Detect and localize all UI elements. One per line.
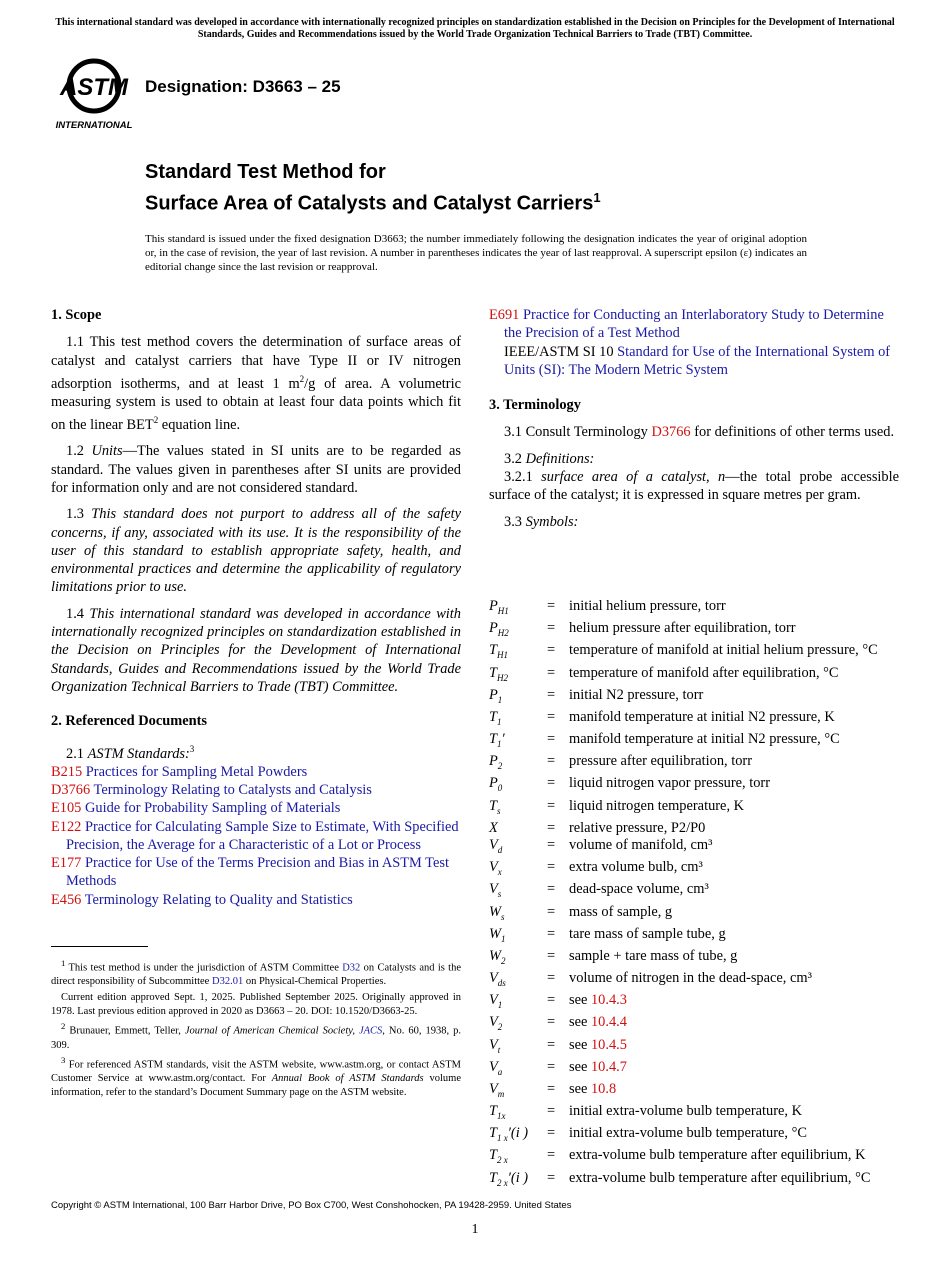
reference-code-link[interactable]: E177: [51, 855, 82, 872]
link-d32-01[interactable]: D32.01: [211, 976, 244, 988]
reference-title-link[interactable]: Practice for Calculating Sample Size to Estimate, With Specified Precision, the Average for a Characteristic of a Lot or Process: [66, 818, 459, 853]
equals-sign: =: [547, 992, 556, 1009]
reference-list: [51, 763, 461, 909]
equals-sign: =: [547, 947, 556, 964]
equals-sign: =: [547, 708, 556, 725]
equals-sign: =: [547, 881, 556, 898]
reference-code-link[interactable]: B215: [51, 763, 83, 780]
symbol: $V_d$: [489, 837, 503, 855]
symbol-row: [489, 598, 901, 620]
symbol-definition: volume of manifold, cm³: [569, 837, 713, 854]
equals-sign: =: [547, 903, 556, 920]
symbols-list: [489, 598, 901, 1192]
section-link[interactable]: 10.4.7: [590, 1058, 627, 1075]
equals-sign: =: [547, 686, 556, 703]
symbol-definition: extra-volume bulb temperature after equilibrium, K: [569, 1147, 866, 1164]
astm-logo: [54, 58, 134, 130]
section-link[interactable]: 10.8: [590, 1080, 617, 1097]
reference-title-link[interactable]: Terminology Relating to Catalysts and Catalysis: [93, 781, 372, 798]
symbol-row: [489, 642, 901, 664]
symbol-definition: initial N2 pressure, torr: [569, 686, 704, 703]
symbol: $W_s$: [489, 903, 505, 922]
equals-sign: =: [547, 1147, 556, 1164]
symbol: $V_t$: [489, 1036, 501, 1055]
reference-title-link[interactable]: Terminology Relating to Quality and Statistics: [84, 891, 353, 908]
symbol-row: [489, 798, 901, 820]
page-number: 1: [471, 1222, 479, 1237]
title-text: Surface Area of Catalysts and Catalyst Carriers: [145, 192, 594, 215]
equals-sign: =: [547, 819, 556, 836]
equals-sign: =: [547, 1014, 556, 1031]
symbol: $P_1$: [489, 686, 503, 705]
symbol-definition: initial extra-volume bulb temperature, °C: [569, 1125, 807, 1142]
reference-code-link[interactable]: E691: [489, 307, 520, 323]
equals-sign: =: [547, 1103, 556, 1120]
symbol: $W_1$: [489, 925, 506, 944]
para-3-2-1: 3.2.1 surface area of a catalyst, n—the total probe accessible surface of the catalyst; it is expressed in square metres per gram.: [489, 469, 899, 504]
symbol: $P_0$: [489, 775, 503, 794]
symbol: X: [489, 819, 498, 836]
symbol-definition: temperature of manifold at initial helium pressure, °C: [569, 642, 878, 659]
symbol: $P_{H1}$: [489, 598, 509, 616]
symbol-row: [489, 731, 901, 753]
section-link[interactable]: 10.4.4: [590, 1014, 627, 1031]
para-3-1: 3.1 Consult Terminology D3766 for definitions of other terms used.: [504, 424, 895, 441]
symbol-definition: liquid nitrogen temperature, K: [569, 797, 745, 814]
reference-list-continued: [489, 306, 899, 343]
reference-title-link[interactable]: Guide for Probability Sampling of Materials: [85, 800, 341, 817]
symbol-row: [489, 820, 901, 837]
reference-item: [51, 799, 461, 817]
link-jacs[interactable]: JACS: [358, 1025, 383, 1037]
reference-code-link[interactable]: E105: [51, 800, 82, 817]
title-line-2: [145, 185, 601, 217]
symbol-row: [489, 1125, 901, 1147]
reference-item: [51, 854, 461, 891]
symbol: $P_{H2}$: [489, 620, 509, 639]
reference-item: [51, 891, 461, 909]
issued-note: This standard is issued under the fixed designation D3663; the number immediately following the designation indicates the year of original adoption or, in the case of revision, the year of last revision. A number in parentheses indicates the year of last reapproval. A superscript epsilon (ε) indicates an editorial change since the last revision or reapproval.: [145, 233, 807, 273]
footnote-rule: [51, 946, 148, 947]
symbol: $T_{1 x}'(i$ ): [489, 1125, 529, 1144]
symbol-definition: see 10.4.7: [569, 1058, 627, 1075]
section-link[interactable]: 10.4.5: [590, 1036, 627, 1053]
title-footnote-mark: 1: [593, 190, 601, 205]
reference-item: [51, 781, 461, 799]
para-2-1: 2.1 ASTM Standards:$^3$: [66, 743, 195, 762]
logo-subtext: INTERNATIONAL: [55, 120, 133, 130]
para-1-3: 1.3 This standard does not purport to address all of the safety concerns, if any, associated with its use. It is the responsibility of the user of this standard to establish appropriate safety, health, and environmental practices and determine the applicability of regulatory limitations prior to use.: [51, 506, 461, 596]
link-d3766-terminology[interactable]: D3766: [651, 424, 691, 441]
equals-sign: =: [547, 598, 556, 614]
symbol-row: [489, 859, 901, 881]
para-3-3: 3.3 Symbols:: [504, 513, 579, 530]
reference-ieee: IEEE/ASTM SI 10 Standard for Use of the International System of Units (SI): The Modern Metric System: [504, 343, 891, 378]
section-link[interactable]: 10.4.3: [590, 992, 627, 1009]
symbol-definition: temperature of manifold after equilibration, °C: [569, 664, 839, 681]
equals-sign: =: [547, 859, 556, 876]
symbol-row: [489, 1014, 901, 1036]
symbol-definition: manifold temperature at initial N2 pressure, °C: [569, 731, 840, 748]
link-ieee-si10[interactable]: Standard for Use of the International System of Units (SI): The Modern Metric System: [504, 343, 891, 378]
symbol-definition: initial helium pressure, torr: [569, 598, 726, 614]
para-3-2: 3.2 Definitions:: [504, 450, 595, 467]
symbol-definition: volume of nitrogen in the dead-space, cm³: [569, 970, 812, 987]
symbol-row: [489, 926, 901, 948]
symbol-definition: see 10.4.3: [569, 992, 627, 1009]
symbol-definition: see 10.4.5: [569, 1036, 627, 1053]
refdocs-heading: 2. Referenced Documents: [51, 713, 207, 730]
equals-sign: =: [547, 1080, 556, 1097]
equals-sign: =: [547, 642, 556, 659]
symbol: $T_1'$: [489, 731, 505, 749]
equals-sign: =: [547, 620, 556, 637]
logo-lettering: ASTM: [60, 74, 128, 101]
footnote-1-edition: Current edition approved Sept. 1, 2025. Published September 2025. Originally approved in 1978. Last previous edition approved in 2020 as D3663 – 20. DOI: 10.1520/D3663-25.: [51, 991, 461, 1017]
symbol-definition: mass of sample, g: [569, 903, 673, 920]
reference-code-link[interactable]: D3766: [51, 781, 91, 798]
equals-sign: =: [547, 797, 556, 814]
symbol-definition: see 10.4.4: [569, 1014, 627, 1031]
symbol: $V_1$: [489, 992, 503, 1011]
symbol: $P_2$: [489, 753, 503, 772]
symbol-row: [489, 1059, 901, 1081]
symbol-row: [489, 1037, 901, 1059]
symbol-row: [489, 970, 901, 992]
reference-title-link[interactable]: Practice for Use of the Terms Precision and Bias in ASTM Test Methods: [66, 855, 449, 890]
symbol-definition: helium pressure after equilibration, torr: [569, 620, 796, 637]
symbol-row: [489, 881, 901, 903]
symbol: $V_x$: [489, 859, 502, 878]
equals-sign: =: [547, 1125, 556, 1142]
reference-item: [489, 306, 899, 343]
equals-sign: =: [547, 837, 556, 854]
designation: Designation: D3663 – 25: [145, 77, 341, 96]
para-1-2: 1.2 Units—The values stated in SI units are to be regarded as standard. The values given in parentheses after SI units are provided for information only and are not considered standard.: [51, 443, 461, 496]
equals-sign: =: [547, 753, 556, 770]
symbol-row: [489, 904, 901, 926]
equals-sign: =: [547, 775, 556, 792]
symbol: $T_{H1}$: [489, 642, 509, 661]
wto-notice: This international standard was developed in accordance with internationally recognized principles on standardization established in the Decision on Principles for the Development of International Standards, Guides and Recommendations issued by the World Trade Organization Technical Barriers to Trade (TBT) Committee.: [55, 17, 895, 40]
reference-item: [51, 763, 461, 781]
reference-code-link[interactable]: E122: [51, 818, 82, 835]
symbol-definition: tare mass of sample tube, g: [569, 925, 726, 942]
symbol: $V_s$: [489, 881, 502, 900]
equals-sign: =: [547, 664, 556, 681]
symbol-definition: manifold temperature at initial N2 pressure, K: [569, 708, 835, 725]
symbol-row: [489, 1170, 901, 1192]
symbol-definition: liquid nitrogen vapor pressure, torr: [569, 775, 771, 792]
symbol: $T_{2 x}'(i$ ): [489, 1169, 529, 1188]
symbol-definition: dead-space volume, cm³: [569, 881, 709, 898]
reference-title-link[interactable]: Practices for Sampling Metal Powders: [85, 763, 308, 780]
symbol-definition: initial extra-volume bulb temperature, K: [569, 1103, 802, 1120]
symbol: $V_m$: [489, 1080, 505, 1099]
symbol-row: [489, 753, 901, 775]
astm-logo-icon: [54, 58, 134, 130]
symbol-row: [489, 992, 901, 1014]
left-column: [51, 306, 461, 909]
footnote-2: $^2$ Brunauer, Emmett, Teller, Journal of American Chemical Society, JACS, No. 60, 1938, p. 309.: [51, 1021, 461, 1051]
symbol-row: [489, 665, 901, 687]
symbol-row: [489, 709, 901, 731]
symbol: $V_2$: [489, 1014, 503, 1033]
symbol: $T_{2 x}$: [489, 1147, 508, 1166]
right-column: [489, 306, 899, 531]
symbol: $T_{1x}$: [489, 1103, 506, 1121]
document-title: [145, 160, 601, 217]
equals-sign: =: [547, 970, 556, 987]
symbol-definition: extra-volume bulb temperature after equilibrium, °C: [569, 1169, 871, 1186]
equals-sign: =: [547, 1036, 556, 1053]
symbol: $T_1$: [489, 708, 502, 727]
terminology-heading: 3. Terminology: [489, 397, 581, 414]
symbol-row: [489, 948, 901, 970]
reference-title-link[interactable]: Practice for Conducting an Interlaboratory Study to Determine the Precision of a Test Method: [504, 307, 884, 342]
symbol-row: [489, 687, 901, 709]
symbol: $V_a$: [489, 1058, 503, 1077]
symbol-definition: relative pressure, P2/P0: [569, 819, 706, 836]
symbol-definition: extra volume bulb, cm³: [569, 859, 703, 876]
equals-sign: =: [547, 1058, 556, 1075]
link-d32[interactable]: D32: [342, 962, 361, 974]
symbol: $T_s$: [489, 797, 501, 816]
symbol: $T_{H2}$: [489, 664, 509, 683]
symbol-row: [489, 775, 901, 797]
symbol-definition: sample + tare mass of tube, g: [569, 947, 738, 964]
symbol-definition: pressure after equilibration, torr: [569, 753, 753, 770]
symbol: $W_2$: [489, 947, 506, 966]
footnote-1: $^1$ This test method is under the jurisdiction of ASTM Committee D32 on Catalysts and is the direct responsibility of Subcommittee D32.01 on Physical-Chemical Properties.: [51, 958, 461, 988]
footnote-3: $^3$ For referenced ASTM standards, visit the ASTM website, www.astm.org, or contact ASTM Customer Service at www.astm.org/contact. For Annual Book of ASTM Standards volume information, refer to the standard’s Document Summary page on the ASTM website.: [51, 1055, 462, 1099]
reference-code-link[interactable]: E456: [51, 891, 82, 908]
equals-sign: =: [547, 731, 556, 748]
symbol-definition: see 10.8: [569, 1080, 617, 1097]
scope-heading: 1. Scope: [51, 307, 102, 323]
equals-sign: =: [547, 1169, 556, 1186]
symbol-row: [489, 620, 901, 642]
copyright: Copyright © ASTM International, 100 Barr Harbor Drive, PO Box C700, West Conshohocken, PA 19428-2959. United States: [51, 1200, 572, 1211]
footnotes: [51, 957, 461, 1102]
para-1-4: 1.4 This international standard was developed in accordance with internationally recognized principles on standardization established in the Decision on Principles for the Development of International Standards, Guides and Recommendations issued by the World Trade Organization Technical Barriers to Trade (TBT) Committee.: [51, 605, 461, 695]
symbol-row: [489, 1081, 901, 1103]
symbol-row: [489, 837, 901, 859]
symbol-row: [489, 1103, 901, 1125]
symbol: $V_{ds}$: [489, 970, 506, 988]
reference-item: [51, 818, 461, 855]
equals-sign: =: [547, 925, 556, 942]
para-1-1: 1.1 This test method covers the determination of surface areas of catalyst and catalyst carriers that have Type II or IV nitrogen adsorption isotherms, and at least 1 $m^2/g$ of area. A volumetric measuring system is used to obtain at least four data points which fit on the linear BET$^2$ equation line.: [51, 334, 461, 434]
title-line-1: Standard Test Method for: [145, 161, 386, 183]
symbol-row: [489, 1147, 901, 1169]
